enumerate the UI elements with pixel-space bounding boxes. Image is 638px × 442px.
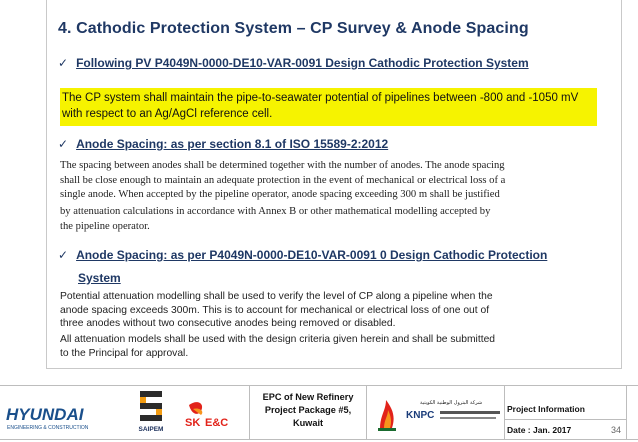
iso-excerpt-line: by attenuation calculations in accordance with Annex B or other mathematical modelling accepted by: [60, 206, 491, 217]
design-excerpt-line: anode spacing exceeds 300m. This is to account for mechanical or electrical loss of one out of: [60, 304, 490, 316]
iso-excerpt: [60, 159, 600, 203]
slide-title: 4. Cathodic Protection System – CP Survey & Anode Spacing: [58, 20, 529, 37]
check-icon: ✓: [58, 56, 69, 70]
saipem-logo-text: SAIPEM: [138, 426, 164, 433]
design-excerpt-line: Potential attenuation modelling shall be used to verify the level of CP along a pipeline when the: [60, 291, 493, 302]
project-information-label: Project Information: [507, 404, 585, 414]
bullet-iso-text: Anode Spacing: as per section 8.1 of ISO 15589-2:2012: [76, 137, 389, 151]
footer-top-border: [0, 385, 638, 386]
footer-divider: [626, 385, 627, 440]
project-title: [254, 391, 362, 430]
footer-bottom-border: [0, 439, 638, 440]
ec-logo-text: E&C: [205, 417, 229, 429]
project-title-line: EPC of New Refinery: [262, 392, 354, 402]
design-excerpt-2: [60, 333, 600, 360]
bullet-design-text: Anode Spacing: as per P4049N-0000-DE10-VAR-0091 0 Design Cathodic Protection: [76, 248, 548, 262]
hyundai-logo: [6, 402, 106, 432]
design-excerpt-line: to the Principal for approval.: [60, 347, 189, 359]
footer-divider: [366, 385, 367, 440]
page-number: 34: [611, 425, 622, 435]
footer-info-divider: [504, 419, 626, 420]
footer: [0, 385, 638, 440]
project-title-line: Kuwait: [292, 418, 324, 428]
knpc-logo: [372, 388, 504, 438]
design-excerpt-line: All attenuation models shall be used with the design criteria given herein and shall be submitted: [60, 334, 496, 345]
iso-excerpt-line: the pipeline operator.: [60, 220, 150, 232]
bullet-iso-reference: [58, 137, 388, 151]
date-label: Date : Jan. 2017: [507, 425, 572, 435]
bullet-design-continued: [78, 271, 121, 285]
iso-excerpt-line: single anode. When accepted by the pipeline operator, anode spacing exceeding 300 m shall be justified: [60, 189, 500, 200]
knpc-arabic-text: شركة البترول الوطنية الكويتية: [420, 400, 483, 406]
highlighted-requirement: The CP system shall maintain the pipe-to-seawater potential of pipelines between -800 and -1050 mV with respect to an Ag/AgCl reference cell.: [60, 88, 597, 126]
footer-divider: [504, 385, 505, 440]
bullet-design-reference: [58, 248, 547, 262]
knpc-logo-text: KNPC: [406, 410, 435, 421]
hyundai-logo-subtitle: ENGINEERING & CONSTRUCTION: [7, 425, 89, 431]
project-title-line: Project Package #5,: [264, 405, 352, 415]
bullet-design-text-2: System: [78, 271, 121, 285]
design-excerpt-line: three anodes without two consecutive anodes being removed or disabled.: [60, 318, 396, 329]
saipem-logo: [138, 389, 164, 434]
bullet-pv-reference: [58, 56, 529, 70]
sk-ec-logo: [183, 399, 241, 429]
iso-excerpt-line: The spacing between anodes shall be determined together with the number of anodes. The anode spacing: [60, 160, 505, 171]
bullet-pv-text: Following PV P4049N-0000-DE10-VAR-0091 Design Cathodic Protection System: [76, 56, 529, 70]
iso-excerpt-continued: [60, 205, 600, 234]
hyundai-logo-text: HYUNDAI: [6, 405, 84, 424]
design-excerpt: [60, 290, 600, 331]
check-icon: ✓: [58, 137, 69, 151]
sk-logo-text: SK: [185, 417, 201, 429]
iso-excerpt-line: shall be close enough to maintain an adequate protection in the event of mechanical or electrical loss of a: [60, 174, 506, 186]
footer-divider: [249, 385, 250, 440]
check-icon: ✓: [58, 248, 69, 262]
